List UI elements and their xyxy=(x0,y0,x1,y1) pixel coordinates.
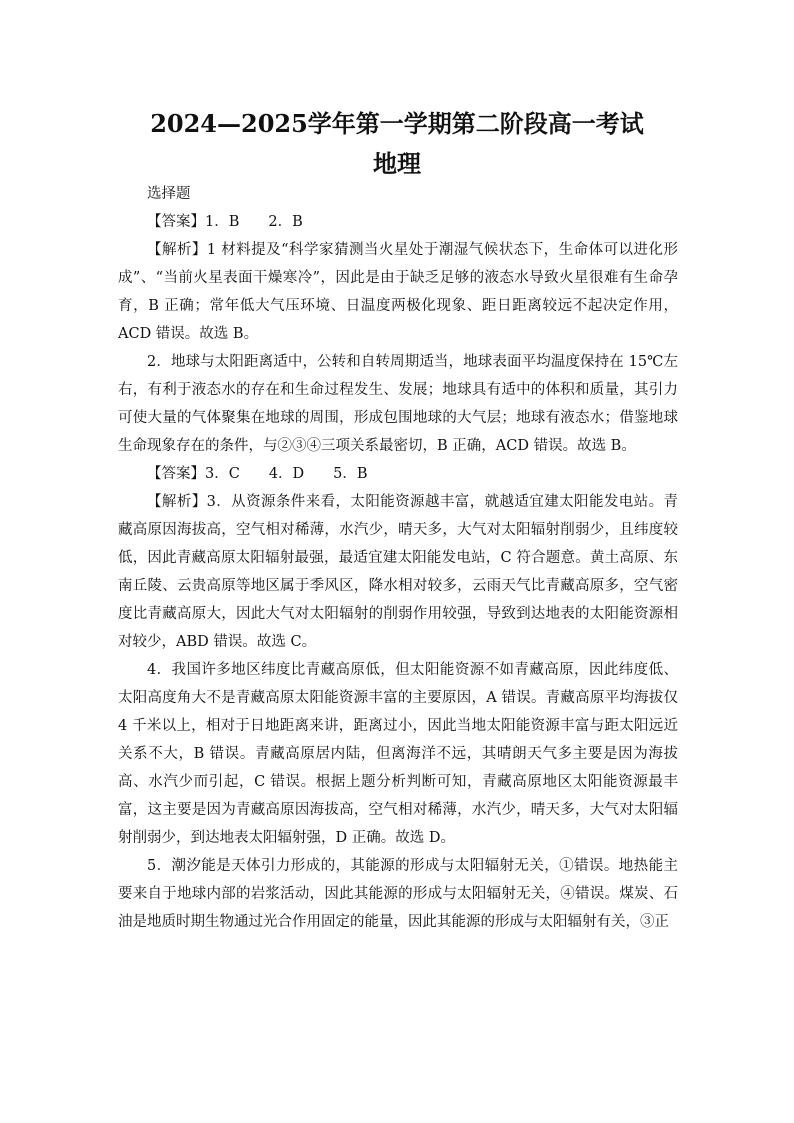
explanation-paragraph-1: 【解析】1 材料提及“科学家猜测当火星处于潮湿气候状态下，生命体可以进化形成”、“当前火星表面干燥寒冷”，因此是由于缺乏足够的液态水导致火星很难有生命孕育，B 正确；常年低大气压环境、日温度两极化现象、距日距离较远不起决定作用，ACD 错误。故选 B。 xyxy=(118,242,678,342)
explanation-paragraph-3: 【解析】3．从资源条件来看，太阳能资源越丰富，就越适宜建太阳能发电站。青藏高原因海拔高，空气相对稀薄，水汽少，晴天多，大气对太阳辐射削弱少，且纬度较低，因此青藏高原太阳辐射最强，最适宜建太阳能发电站，C 符合题意。黄土高原、东南丘陵、云贵高原等地区属于季风区，降水相对较多，云雨天气比青藏高原多，空气密度比青藏高原大，因此大气对太阳辐射的削弱作用较强，导致到达地表的太阳能资源相对较少，ABD 错误。故选 C。 xyxy=(118,494,678,650)
document-title: 2024—2025学年第一学期第二阶段高一考试 xyxy=(150,109,644,138)
explanation-paragraph-5: 5．潮汐能是天体引力形成的，其能源的形成与太阳辐射无关，①错误。地热能主要来自于地球内部的岩浆活动，因此其能源的形成与太阳辐射无关，④错误。煤炭、石油是地质时期生物通过光合作用固定的能量，因此其能源的形成与太阳辐射有关，③正 xyxy=(118,858,678,930)
explanation-paragraph-2: 2．地球与太阳距离适中，公转和自转周期适当，地球表面平均温度保持在 15℃左右，有利于液态水的存在和生命过程发生、发展；地球具有适中的体积和质量，其引力可使大量的气体聚集在地球的周围，形成包围地球的大气层；地球有液态水；借鉴地球生命现象存在的条件，与②③④三项关系最密切，B 正确，ACD 错误。故选 B。 xyxy=(118,354,678,454)
document-subject: 地理 xyxy=(373,149,421,178)
explanation-paragraph-4: 4．我国许多地区纬度比青藏高原低，但太阳能资源不如青藏高原，因此纬度低、太阳高度角大不是青藏高原太阳能资源丰富的主要原因，A 错误。青藏高原平均海拔仅 4 千米以上，相对于日地距离来讲，距离过小，因此当地太阳能资源丰富与距太阳远近关系不大，B 错误。青藏高原居内陆，但离海洋不远，其晴朗天气多主要是因为海拔高、水汽少而引起，C 错误。根据上题分析判断可知，青藏高原地区太阳能资源最丰富，这主要是因为青藏高原因海拔高，空气相对稀薄，水汽少，晴天多，大气对太阳辐射削弱少，到达地表太阳辐射强，D 正确。故选 D。 xyxy=(118,662,678,846)
answer-line-2: 【答案】3．C 4．D 5．B xyxy=(147,466,368,482)
document-body xyxy=(118,180,678,936)
section-heading: 选择题 xyxy=(147,186,191,202)
answer-line-1: 【答案】1．B 2．B xyxy=(147,214,303,230)
